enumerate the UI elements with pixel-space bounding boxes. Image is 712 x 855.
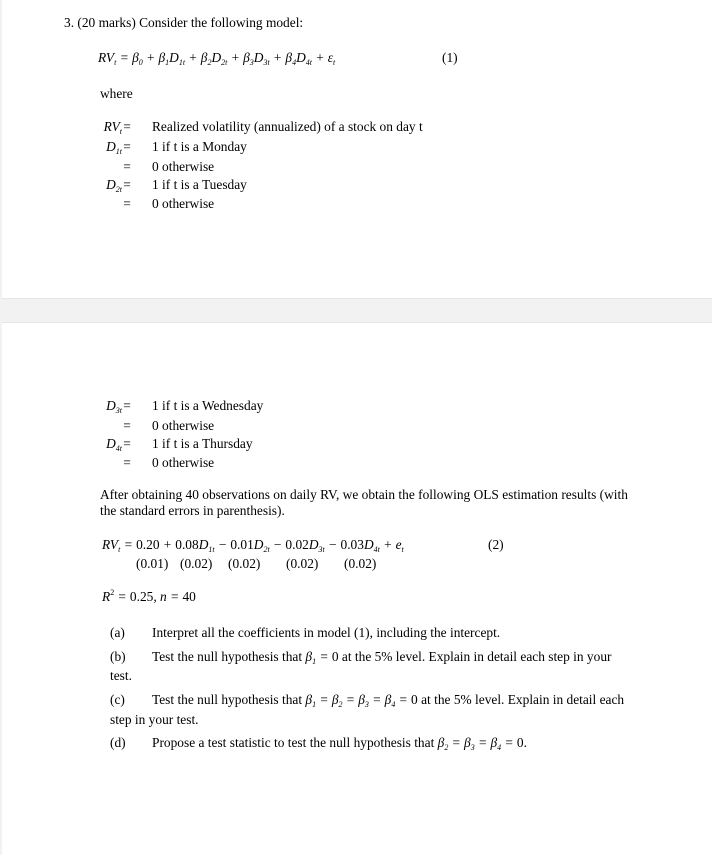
coef-2-estimate: 0.01 [230, 537, 254, 552]
part-b-continuation: test. [110, 668, 132, 683]
definition-equals: = [123, 196, 131, 211]
part-b-text: Test the null hypothesis that $\beta_1 = 0$ at the 5% level. Explain in detail each step in your [152, 649, 612, 666]
std-error-1: (0.02) [180, 556, 213, 571]
std-error-4: (0.02) [344, 556, 377, 571]
definition-variable: $D_{1t}$ [106, 139, 122, 156]
definition-text: 1 if t is a Wednesday [152, 398, 264, 413]
definition-equals: = [123, 418, 131, 433]
definition-equals: = [123, 177, 131, 192]
definition-text: 0 otherwise [152, 159, 215, 174]
definition-text: 0 otherwise [152, 418, 215, 433]
page-1 [2, 0, 712, 299]
definition-text: Realized volatility (annualized) of a stock on day t [152, 119, 423, 134]
part-c-text: Test the null hypothesis that $\beta_1 = \beta_2 = \beta_3 = \beta_4 = 0$ at the 5% level. Explain in detail each [152, 692, 625, 709]
coef-4-estimate: 0.03 [340, 537, 364, 552]
part-c-continuation: step in your test. [110, 712, 199, 727]
n-value: 40 [182, 589, 196, 604]
estimated-equation-label: (2) [488, 537, 504, 552]
intercept-estimate: 0.20 [136, 537, 160, 552]
definition-variable: $D_{2t}$ [106, 177, 122, 194]
std-error-intercept: (0.01) [136, 556, 169, 571]
question-header: 3. (20 marks) Consider the following model: [64, 15, 304, 30]
definition-equals: = [123, 436, 131, 451]
definition-text: 1 if t is a Thursday [152, 436, 253, 451]
r-squared-line: $R^2 = 0.25$, n = 40 [102, 588, 196, 604]
definition-text: 0 otherwise [152, 455, 215, 470]
definition-equals: = [123, 119, 131, 134]
part-c-label: (c) [110, 692, 125, 707]
definition-equals: = [123, 139, 131, 154]
definition-text: 0 otherwise [152, 196, 215, 211]
model-equation: $RV_t = \beta_0 + \beta_1D_{1t} + \beta_2D_{2t} + \beta_3D_{3t} + \beta_4D_{4t} + \varepsilon_t$ [98, 50, 336, 67]
intro-line-1: After obtaining 40 observations on daily RV, we obtain the following OLS estimation results (with [100, 487, 628, 502]
part-b-label: (b) [110, 649, 126, 664]
definition-text: 1 if t is a Monday [152, 139, 247, 154]
definition-text: 1 if t is a Tuesday [152, 177, 247, 192]
r-squared-value: 0.25 [129, 589, 154, 604]
page-2 [2, 322, 712, 855]
estimated-equation: $RV_t = 0.20 + 0.08D_{1t} - 0.01D_{2t} - 0.02D_{3t} - 0.03D_{4t} + e_t$ [102, 537, 404, 554]
definition-equals: = [123, 398, 131, 413]
model-equation-label: (1) [442, 50, 458, 65]
definition-variable: $RV_t$ [103, 119, 122, 136]
intro-line-2: the standard errors in parenthesis). [100, 503, 285, 518]
part-a-label: (a) [110, 625, 125, 640]
definition-variable: $D_{4t}$ [106, 436, 122, 453]
part-d-label: (d) [110, 735, 126, 750]
definition-equals: = [123, 455, 131, 470]
std-error-3: (0.02) [286, 556, 319, 571]
part-a-text: Interpret all the coefficients in model (1), including the intercept. [152, 625, 501, 640]
where-label: where [100, 86, 133, 101]
definition-variable: $D_{3t}$ [106, 398, 122, 415]
coef-3-estimate: 0.02 [285, 537, 309, 552]
std-error-2: (0.02) [228, 556, 261, 571]
definition-equals: = [123, 159, 131, 174]
coef-1-estimate: 0.08 [175, 537, 199, 552]
part-d-text: Propose a test statistic to test the null hypothesis that $\beta_2 = \beta_3 = \beta_4 = 0$. [152, 735, 527, 752]
